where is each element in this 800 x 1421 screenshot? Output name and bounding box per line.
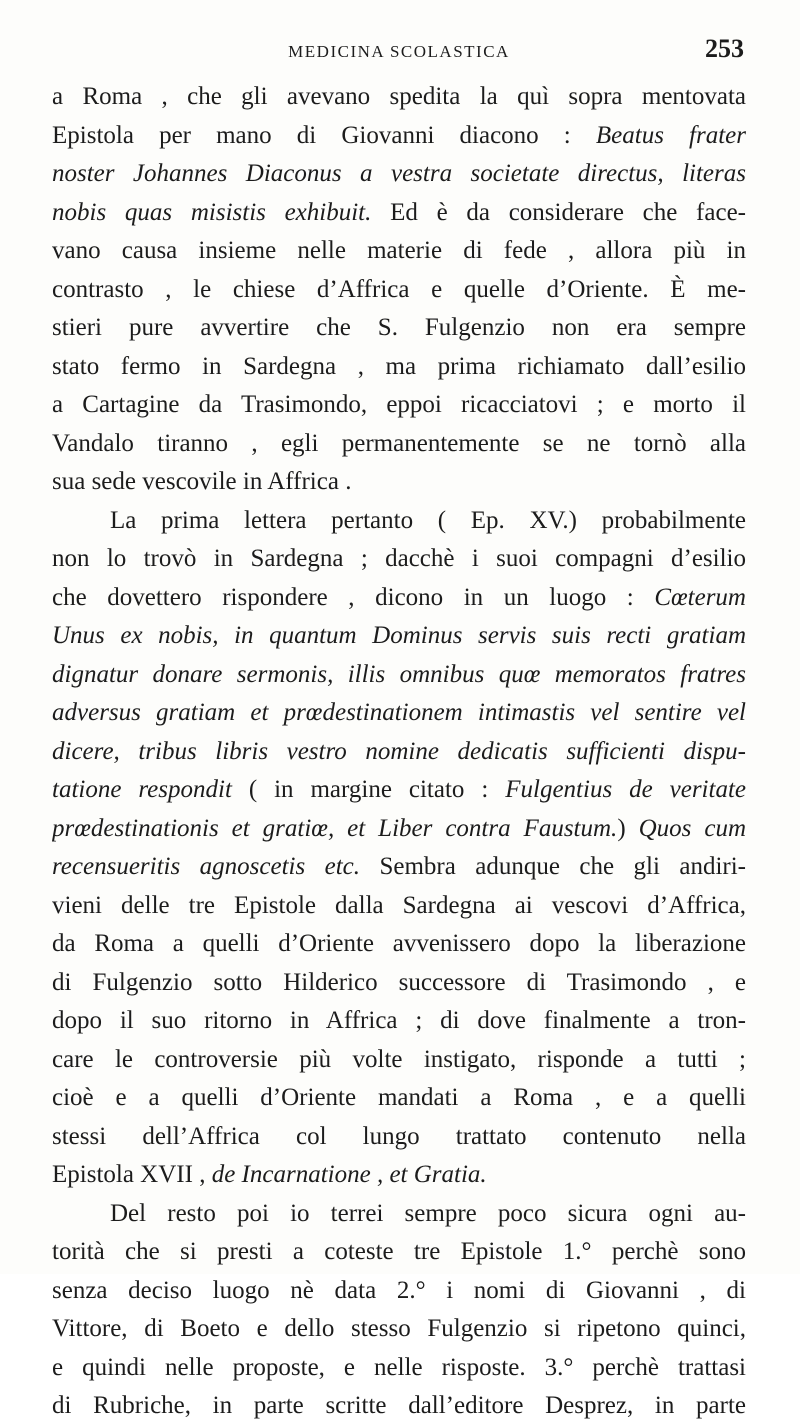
text-run: Epistola per mano di Giovanni diacono : <box>52 121 596 149</box>
text-line <box>52 155 746 194</box>
text-run: vano causa insieme nelle materie di fede , allora più in <box>52 237 746 264</box>
text-run: di Rubriche, in parte scritte dall’editore Desprez, in parte <box>52 1392 746 1419</box>
text-line <box>52 771 746 810</box>
text-line <box>52 887 746 926</box>
text-run: contrasto , le chiese d’Affrica e quelle d’Oriente. È me- <box>52 275 746 303</box>
running-title: MEDICINA SCOLASTICA <box>288 42 510 61</box>
text-run: care le controversie più volte instigato, risponde a tutti ; <box>52 1045 746 1073</box>
text-run: cioè e a quelli d’Oriente mandati a Roma , e a quelli <box>52 1084 746 1111</box>
text-line <box>52 194 746 233</box>
text-run: che dovettero rispondere , dicono in un luogo : <box>52 583 655 611</box>
italic-run: nobis quas misistis exhibuit. <box>52 198 372 226</box>
text-run: di Fulgenzio sotto Hilderico successore di Trasimondo , e <box>52 968 746 996</box>
text-run: stessi dell’Affrica col lungo trattato contenuto nella <box>52 1122 746 1150</box>
text-line <box>52 271 746 310</box>
text-line <box>52 117 746 156</box>
page-body <box>52 78 746 1421</box>
text-line <box>52 656 746 695</box>
text-line <box>52 463 746 502</box>
italic-run: adversus gratiam et prœdestinationem intimastis vel sentire vel <box>52 699 746 726</box>
text-run: senza deciso luogo nè data 2.° i nomi di Giovanni , di <box>52 1276 746 1304</box>
text-line <box>52 733 746 772</box>
text-line <box>52 386 746 425</box>
text-line <box>52 694 746 733</box>
text-run: Ed è da considerare che face- <box>371 198 746 226</box>
italic-run: de Incarnatione , et Gratia. <box>211 1161 487 1188</box>
italic-run: Beatus frater <box>595 121 746 149</box>
text-line <box>52 848 746 887</box>
text-line <box>52 1310 746 1349</box>
text-line <box>52 1118 746 1157</box>
italic-run: Cœterum <box>654 583 746 611</box>
text-line <box>52 925 746 964</box>
text-run: Epistola XVII , <box>52 1161 212 1188</box>
running-head <box>54 34 744 74</box>
text-line <box>52 348 746 387</box>
italic-run: prœdestinationis et gratiœ, et Liber contra Faustum. <box>52 814 618 842</box>
text-line <box>52 540 746 579</box>
text-run: Vandalo tiranno , egli permanentemente se ne tornò alla <box>52 429 746 457</box>
italic-run: Fulgentius de veritate <box>505 776 746 803</box>
italic-run: dicere, tribus libris vestro nomine dedicatis sufficienti dispu- <box>52 737 746 765</box>
text-line <box>52 1195 746 1234</box>
text-line <box>52 1156 746 1195</box>
text-run: dopo il suo ritorno in Affrica ; di dove finalmente a tron- <box>52 1007 746 1034</box>
text-run: ( in margine citato : <box>231 776 506 803</box>
text-line <box>52 1387 746 1421</box>
page-number: 253 <box>705 34 744 63</box>
text-line <box>52 502 746 541</box>
italic-run: dignatur donare sermonis, illis omnibus quœ memoratos fratres <box>52 660 746 688</box>
italic-run: recensueritis agnoscetis etc. <box>52 853 361 880</box>
text-run: torità che si presti a coteste tre Epistole 1.° perchè sono <box>52 1238 746 1265</box>
text-line <box>52 617 746 656</box>
text-run: sua sede vescovile in Affrica . <box>52 468 352 495</box>
text-run: La prima lettera pertanto ( Ep. XV.) probabilmente <box>110 506 746 534</box>
text-line <box>52 1079 746 1118</box>
text-line <box>52 1349 746 1388</box>
text-run: vieni delle tre Epistole dalla Sardegna ai vescovi d’Affrica, <box>52 891 746 919</box>
text-run: Vittore, di Boeto e dello stesso Fulgenzio si ripetono quinci, <box>52 1315 746 1342</box>
text-run: Del resto poi io terrei sempre poco sicura ogni au- <box>110 1199 746 1227</box>
italic-run: Quos cum <box>638 814 746 842</box>
text-line <box>52 78 746 117</box>
italic-run: tatione respondit <box>52 776 232 803</box>
text-run: ) <box>617 814 639 842</box>
text-line <box>52 810 746 849</box>
text-line <box>52 1002 746 1041</box>
text-line <box>52 232 746 271</box>
text-line <box>52 309 746 348</box>
text-line <box>52 579 746 618</box>
text-run: e quindi nelle proposte, e nelle risposte. 3.° perchè trattasi <box>52 1353 746 1381</box>
italic-run: noster Johannes Diaconus a vestra societate directus, literas <box>52 160 746 187</box>
text-run: Sembra adunque che gli andiri- <box>360 853 746 880</box>
text-line <box>52 964 746 1003</box>
text-line <box>52 1233 746 1272</box>
italic-run: Unus ex nobis, in quantum Dominus servis suis recti gratiam <box>52 622 746 649</box>
text-run: a Roma , che gli avevano spedita la quì sopra mentovata <box>52 83 746 110</box>
text-line <box>52 425 746 464</box>
text-run: stato fermo in Sardegna , ma prima richiamato dall’esilio <box>52 352 746 380</box>
text-line <box>52 1041 746 1080</box>
text-run: stieri pure avvertire che S. Fulgenzio non era sempre <box>52 314 746 341</box>
text-line <box>52 1272 746 1311</box>
text-run: da Roma a quelli d’Oriente avvenissero dopo la liberazione <box>52 930 746 957</box>
text-run: non lo trovò in Sardegna ; dacchè i suoi compagni d’esilio <box>52 545 746 572</box>
text-run: a Cartagine da Trasimondo, eppoi ricacciatovi ; e morto il <box>52 391 746 418</box>
